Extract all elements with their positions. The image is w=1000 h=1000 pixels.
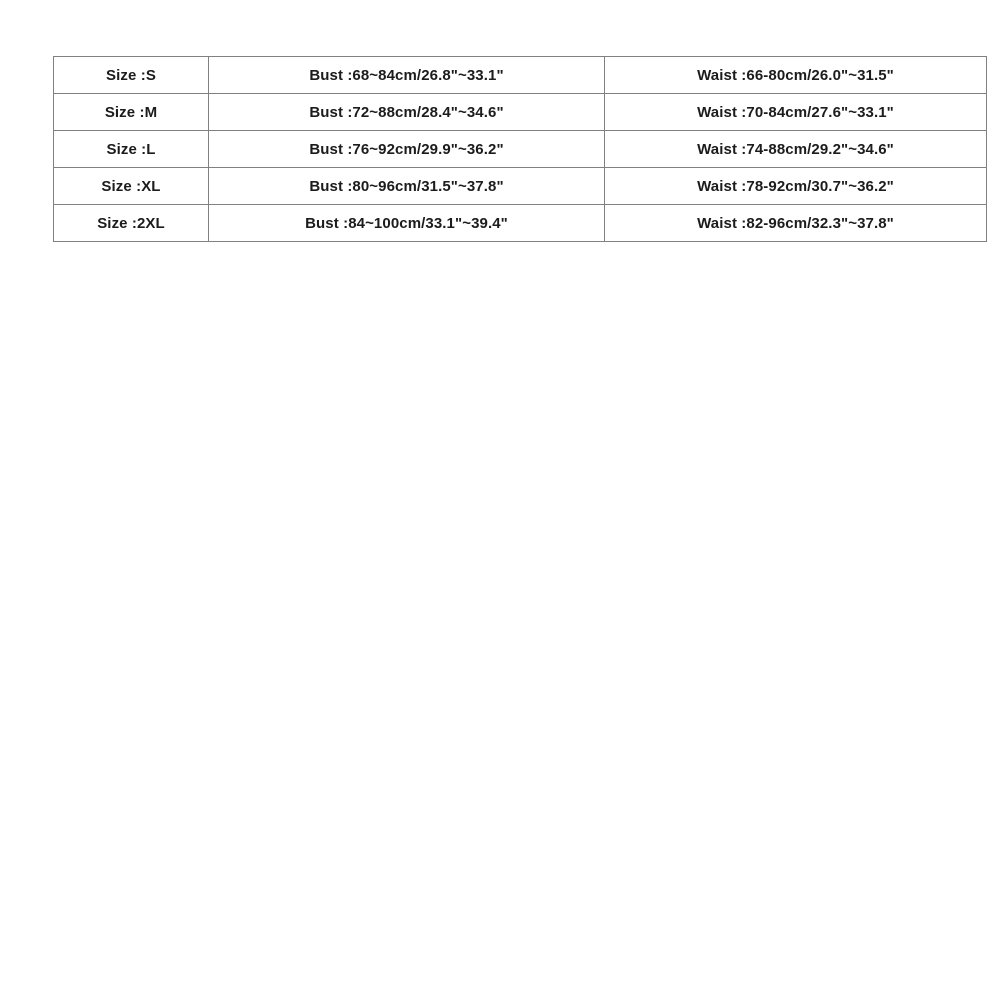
bust-cell: Bust :72~88cm/28.4"~34.6" [209,94,605,131]
size-cell: Size :2XL [54,205,209,242]
waist-cell: Waist :66-80cm/26.0"~31.5" [605,57,987,94]
waist-cell: Waist :70-84cm/27.6"~33.1" [605,94,987,131]
size-chart-row [54,94,987,131]
size-chart-row [54,205,987,242]
bust-cell: Bust :84~100cm/33.1"~39.4" [209,205,605,242]
size-chart-row [54,168,987,205]
bust-cell: Bust :76~92cm/29.9"~36.2" [209,131,605,168]
size-cell: Size :S [54,57,209,94]
bust-cell: Bust :68~84cm/26.8"~33.1" [209,57,605,94]
size-cell: Size :L [54,131,209,168]
waist-cell: Waist :82-96cm/32.3"~37.8" [605,205,987,242]
size-cell: Size :XL [54,168,209,205]
waist-cell: Waist :78-92cm/30.7"~36.2" [605,168,987,205]
waist-cell: Waist :74-88cm/29.2"~34.6" [605,131,987,168]
size-cell: Size :M [54,94,209,131]
size-chart-row [54,57,987,94]
size-chart-row [54,131,987,168]
size-chart-table [53,56,987,242]
bust-cell: Bust :80~96cm/31.5"~37.8" [209,168,605,205]
